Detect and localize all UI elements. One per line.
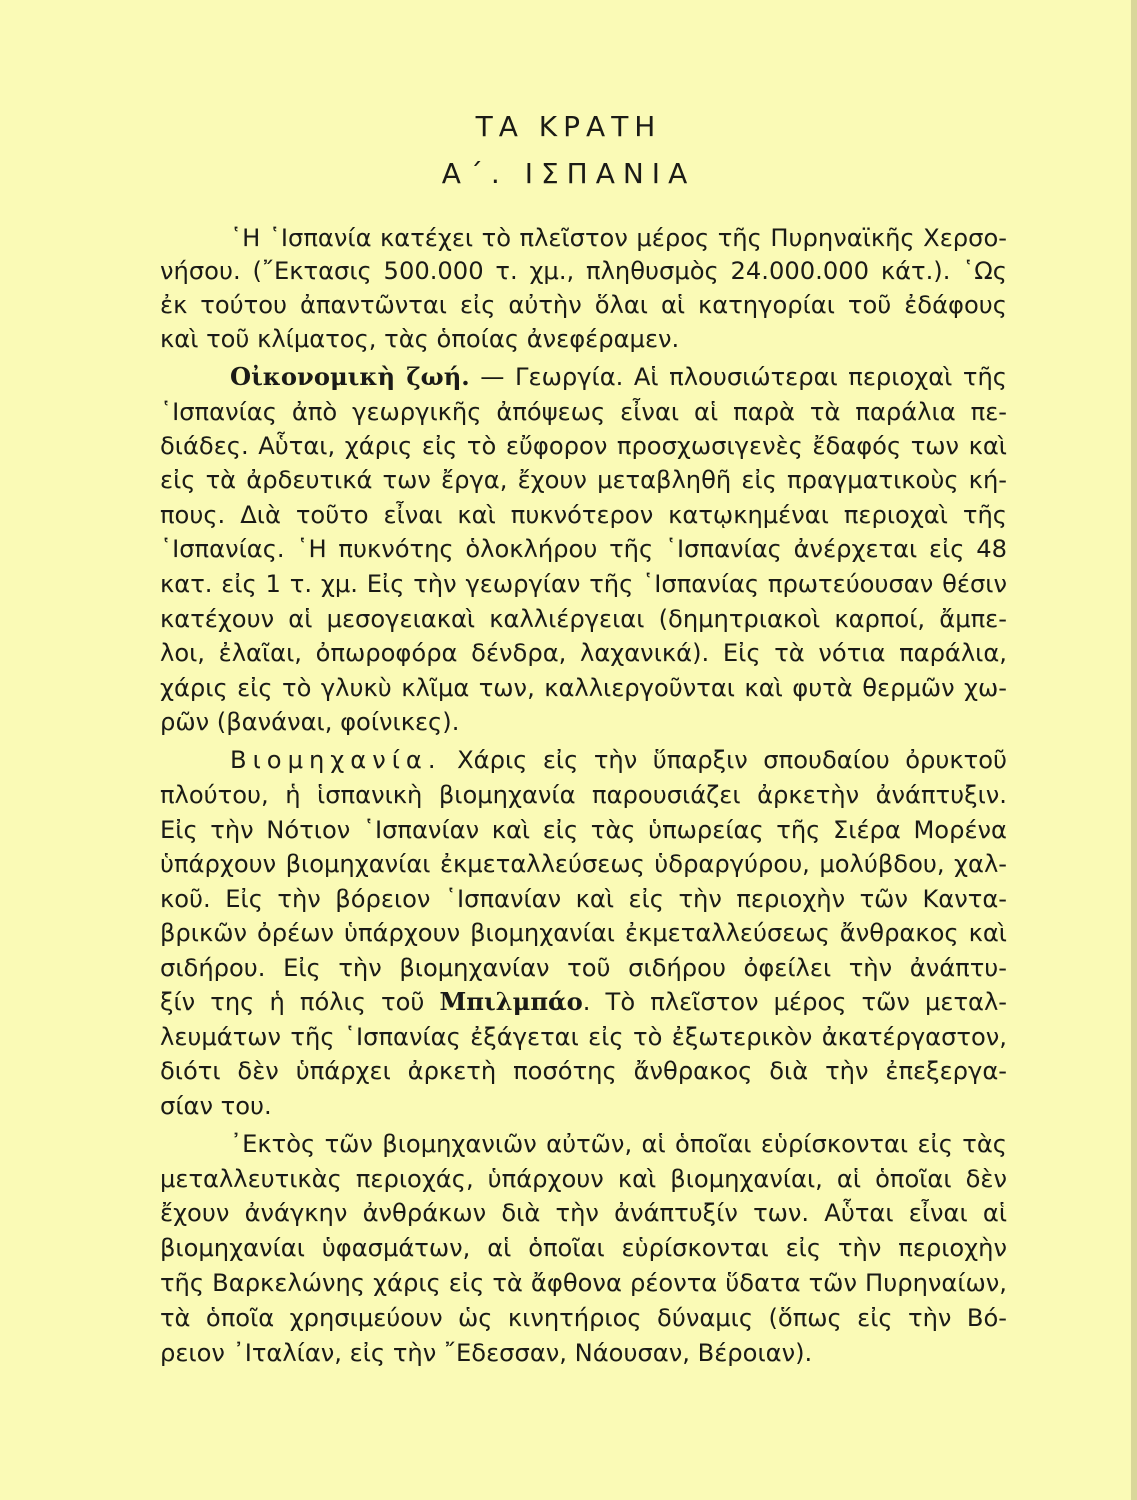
text-line bbox=[230, 748, 1007, 772]
text-line: ἐκ τούτου ἀπαντῶνται εἰς αὐτὴν ὅλαι αἱ κατηγορίαι τοῦ ἐδάφους bbox=[160, 291, 1007, 319]
text-line: χάρις εἰς τὸ γλυκὺ κλῖμα των, καλλιεργοῦνται καὶ φυτὰ θερμῶν χω- bbox=[160, 674, 1007, 702]
text-line: ὑπάρχουν βιομηχανίαι ἐκμεταλλεύσεως ὑδραργύρου, μολύβδου, χαλ- bbox=[160, 850, 1007, 878]
text-line: διάδες. Αὗται, χάρις εἰς τὸ εὔφορον προσχωσιγενὲς ἔδαφός των καὶ bbox=[160, 432, 1007, 460]
text-line: πλούτου, ἡ ἱσπανικὴ βιομηχανία παρουσιάζει ἀρκετὴν ἀνάπτυξιν. bbox=[160, 781, 1007, 809]
text-line: κατ. εἰς 1 τ. χμ. Εἰς τὴν γεωργίαν τῆς ῾Ισπανίας πρωτεύουσαν θέσιν bbox=[160, 570, 1007, 598]
chapter-title: ΤΑ ΚΡΑΤΗ bbox=[475, 110, 662, 143]
text-line: βιομηχανίαι ὑφασμάτων, αἱ ὁποῖαι εὑρίσκονται εἰς τὴν περιοχὴν bbox=[160, 1234, 1007, 1262]
economy-heading: Οἰκονομικὴ ζωή. bbox=[230, 362, 470, 391]
text-line bbox=[160, 987, 1007, 1016]
section-title: Α΄. ΙΣΠΑΝΙΑ bbox=[441, 157, 696, 190]
text-line: λευμάτων τῆς ῾Ισπανίας ἐξάγεται εἰς τὸ ἐξωτερικὸν ἀκατέργαστον, bbox=[160, 1023, 1007, 1051]
text-line: Εἰς τὴν Νότιον ῾Ισπανίαν καὶ εἰς τὰς ὑπωρείας τῆς Σιέρα Μορένα bbox=[160, 816, 1007, 844]
text-line: διότι δὲν ὑπάρχει ἀρκετὴ ποσότης ἄνθρακος διὰ τὴν ἐπεξεργα- bbox=[160, 1057, 1007, 1085]
page-edge bbox=[1131, 0, 1137, 1500]
text-line: ἔχουν ἀνάγκην ἀνθράκων διὰ τὴν ἀνάπτυξίν των. Αὗται εἶναι αἱ bbox=[160, 1199, 1007, 1227]
text-line: τὰ ὁποῖα χρησιμεύουν ὡς κινητήριος δύναμις (ὅπως εἰς τὴν Βό- bbox=[160, 1304, 1007, 1332]
text-line: τῆς Βαρκελώνης χάρις εἰς τὰ ἄφθονα ρέοντα ὕδατα τῶν Πυρηναίων, bbox=[160, 1269, 1007, 1297]
text-line: λοι, ἐλαῖαι, ὀπωροφόρα δένδρα, λαχανικά). Εἰς τὰ νότια παράλια, bbox=[160, 639, 1007, 667]
text-line: ᾿Εκτὸς τῶν βιομηχανιῶν αὐτῶν, αἱ ὁποῖαι εὑρίσκονται εἰς τὰς bbox=[230, 1130, 1007, 1158]
text-line: καὶ τοῦ κλίματος, τὰς ὁποίας ἀνεφέραμεν. bbox=[160, 325, 680, 353]
text-line: νήσου. (῎Εκτασις 500.000 τ. χμ., πληθυσμὸς 24.000.000 κάτ.). ῾Ως bbox=[160, 257, 1007, 285]
text-line: μεταλλευτικὰς περιοχάς, ὑπάρχουν καὶ βιομηχανίαι, αἱ ὁποῖαι δὲν bbox=[160, 1165, 1007, 1193]
text-fragment: — Γεωργία. Αἱ πλουσιώτεραι περιοχαὶ τῆς bbox=[480, 363, 1007, 391]
text-line: ρῶν (βανάναι, φοίνικες). bbox=[160, 708, 460, 736]
text-line: ῾Ισπανίας. ῾Η πυκνότης ὁλοκλήρου τῆς ῾Ισπανίας ἀνέρχεται εἰς 48 bbox=[160, 535, 1007, 563]
text-line: πους. Διὰ τοῦτο εἶναι καὶ πυκνότερον κατῳκημέναι περιοχαὶ τῆς bbox=[160, 501, 1007, 529]
text-line: σιδήρου. Εἰς τὴν βιομηχανίαν τοῦ σιδήρου ὀφείλει τὴν ἀνάπτυ- bbox=[160, 954, 1007, 982]
text-line: εἰς τὰ ἀρδευτικά των ἔργα, ἔχουν μεταβληθῆ εἰς πραγματικοὺς κή- bbox=[160, 466, 1007, 494]
text-line: ῾Η ῾Ισπανία κατέχει τὸ πλεῖστον μέρος τῆς Πυρηναϊκῆς Χερσο- bbox=[230, 224, 1007, 252]
text-line: ρειον ᾿Ιταλίαν, εἰς τὴν ῎Εδεσσαν, Νάουσαν, Βέροιαν). bbox=[160, 1339, 813, 1367]
industry-heading: Βιομηχανία. bbox=[230, 746, 442, 774]
city-name: Μπιλμπάο bbox=[439, 987, 583, 1016]
text-line: βρικῶν ὀρέων ὑπάρχουν βιομηχανίαι ἐκμεταλλεύσεως ἄνθρακος καὶ bbox=[160, 919, 1007, 947]
text-line: ῾Ισπανίας ἀπὸ γεωργικῆς ἀπόψεως εἶναι αἱ παρὰ τὰ παράλια πε- bbox=[160, 398, 1007, 426]
text-fragment: ξίν της ἡ πόλις τοῦ bbox=[160, 988, 425, 1016]
text-line: κατέχουν αἱ μεσογειακαὶ καλλιέργειαι (δημητριακοὶ καρποί, ἄμπε- bbox=[160, 605, 1007, 633]
text-fragment: Χάρις εἰς τὴν ὕπαρξιν σπουδαίου ὀρυκτοῦ bbox=[457, 746, 1007, 774]
text-line: σίαν του. bbox=[160, 1092, 272, 1120]
text-line bbox=[230, 362, 1007, 391]
text-line: κοῦ. Εἰς τὴν βόρειον ῾Ισπανίαν καὶ εἰς τὴν περιοχὴν τῶν Καντα- bbox=[160, 885, 1007, 913]
text-fragment: . Τὸ πλεῖστον μέρος τῶν μεταλ- bbox=[582, 988, 1007, 1016]
